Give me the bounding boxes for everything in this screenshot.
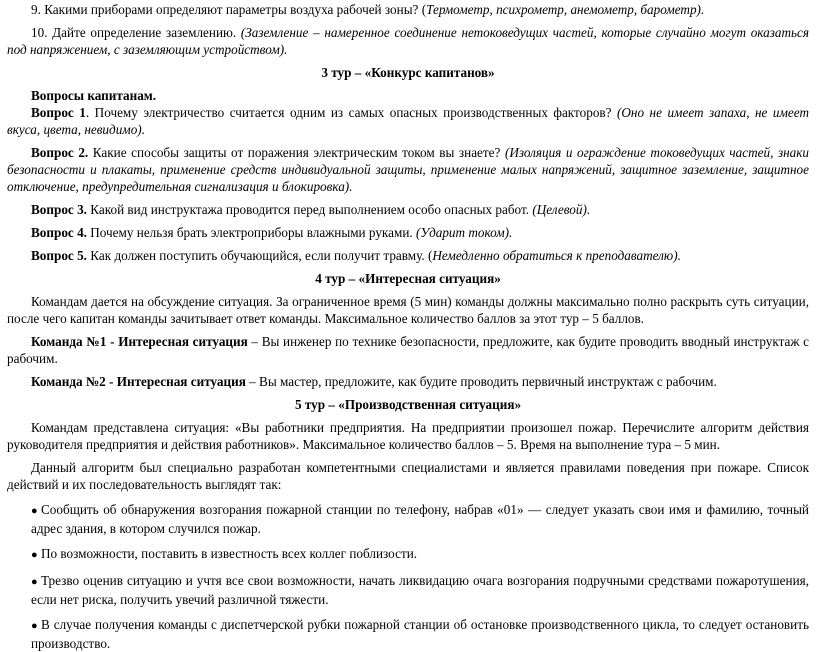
algorithm-intro: Данный алгоритм был специально разработан компетентными специалистами и является правилами поведения при пожаре. Список действий и их последовательность выглядят так: <box>7 460 809 492</box>
bullet-icon: ● <box>31 505 38 517</box>
round5-heading: 5 тур – «Производственная ситуация» <box>294 397 522 412</box>
bullet-icon: ● <box>31 549 38 561</box>
team1-situation: Команда №1 - Интересная ситуация – Вы инженер по технике безопасности, предложите, как будите проводить вводный инструктаж с рабочим. <box>7 334 810 366</box>
team2-situation: Команда №2 - Интересная ситуация – Вы мастер, предложите, как будите проводить первичный инструктаж с рабочим. <box>31 374 717 389</box>
captain-question-1: Вопрос 1. Почему электричество считается одним из самых опасных производственных факторов? (Оно не имеет запаха, не имеет вкуса, цвета, невидимо). <box>7 105 809 137</box>
captain-question-3: Вопрос 3. Какой вид инструктажа проводится перед выполнением особо опасных работ. (Целевой). <box>31 202 591 217</box>
captains-questions-heading: Вопросы капитанам. <box>31 88 157 103</box>
bullet-icon: ● <box>31 576 38 588</box>
round3-heading: 3 тур – «Конкурс капитанов» <box>321 65 495 80</box>
round4-intro: Командам дается на обсуждение ситуация. За ограниченное время (5 мин) команды должны максимально полно раскрыть суть ситуации, после чего капитан команды зачитывает ответ команды. Максимальное количество баллов за этот тур – 5 баллов. <box>7 294 809 326</box>
captain-question-5: Вопрос 5. Как должен поступить обучающийся, если получит травму. (Немедленно обратиться к преподавателю). <box>31 248 681 263</box>
question-10: 10. Дайте определение заземлению. (Заземление – намеренное соединение нетоковедущих частей, которые случайно могут оказаться под напряжением, с заземляющим устройством). <box>7 25 809 57</box>
round4-heading: 4 тур – «Интересная ситуация» <box>315 271 501 286</box>
captain-question-2: Вопрос 2. Какие способы защиты от поражения электрическим током вы знаете? (Изоляция и ограждение токоведущих частей, знаки безопасности и плакаты, применение средств индивидуальной защиты, применение малых напряжений, защитное заземление, защитное отключение, предупредительная сигнализация и блокировка). <box>7 145 809 194</box>
bullet-icon: ● <box>31 620 38 632</box>
list-item: ● Сообщить об обнаружения возгорания пожарной станции по телефону, набрав «01» — следует указать свои имя и фамилию, точный адрес здания, в котором случился пожар. <box>31 502 809 536</box>
round5-intro: Командам представлена ситуация: «Вы работники предприятия. На предприятии произошел пожар. Перечислите алгоритм действия руководителя предприятия и действия работников». Максимальное количество баллов – 5. Время на выполнение тура – 5 мин. <box>7 420 809 452</box>
list-item: ● По возможности, поставить в известность всех коллег поблизости. <box>7 545 809 564</box>
list-item: ● В случае получения команды с диспетчерской рубки пожарной станции об остановке производственного цикла, то следует остановить производство. <box>31 617 809 651</box>
list-item: ● Трезво оценив ситуацию и учтя все свои возможности, начать ликвидацию очага возгорания подручными средствами пожаротушения, если нет риска, получить увечий различной тяжести. <box>31 573 809 607</box>
question-9: 9. Какими приборами определяют параметры воздуха рабочей зоны? (Термометр, психрометр, анемометр, барометр). <box>31 2 705 17</box>
captain-question-4: Вопрос 4. Почему нельзя брать электроприборы влажными руками. (Ударит током). <box>31 225 513 240</box>
